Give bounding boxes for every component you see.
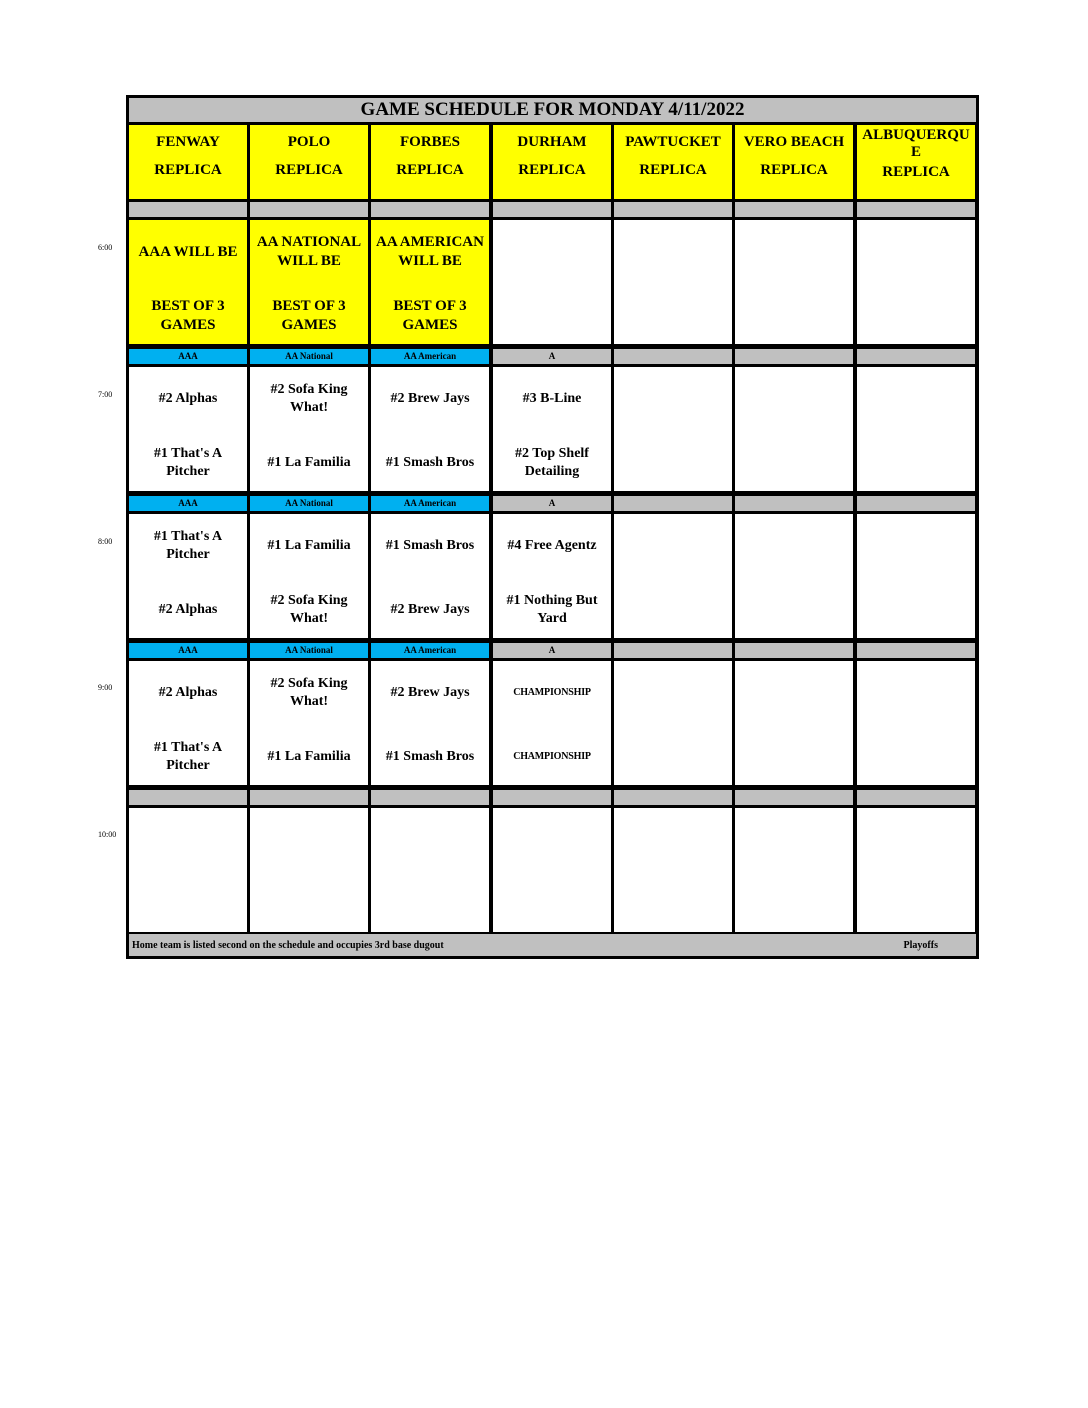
division-label [493,790,611,805]
time-label: 8:00 [98,537,113,546]
home-team [185,882,191,926]
schedule-table [126,95,979,959]
away-team: #1 That's A Pitcher [153,529,223,562]
field-name: ALBUQUERQU E [862,127,970,161]
home-team: #1 La Familia [267,749,351,765]
away-team [791,524,797,568]
away-team [549,818,555,862]
division-label [614,349,732,364]
game-slot [493,808,611,932]
game-slot [250,808,368,932]
away-team: #2 Brew Jays [390,391,470,407]
division-label: AA American [371,643,489,658]
game-slot [614,514,732,638]
game-slot [857,514,975,638]
home-team: #2 Top Shelf Detailing [515,446,589,479]
away-team: #4 Free Agentz [507,538,597,554]
away-team [670,524,676,568]
division-label [857,202,975,217]
away-team: #3 B-Line [522,391,582,407]
game-slot [250,220,368,344]
away-team [427,818,433,862]
time-label: 6:00 [98,243,113,252]
field-subtitle: REPLICA [760,162,828,179]
away-team: #2 Brew Jays [390,685,470,701]
away-team: #2 Alphas [158,685,218,701]
division-label [735,496,853,511]
game-slot [493,661,611,785]
away-team: AA NATIONAL WILL BE [256,234,362,269]
division-label [493,202,611,217]
field-header [614,125,732,199]
game-slot [371,808,489,932]
division-label [735,790,853,805]
away-team [306,818,312,862]
game-slot [735,808,853,932]
home-team [913,441,919,485]
field-header [735,125,853,199]
home-team [549,294,555,338]
game-slot [371,514,489,638]
game-slot [614,367,732,491]
division-label: AA National [250,496,368,511]
game-slot [735,367,853,491]
game-slot [735,661,853,785]
game-slot [493,514,611,638]
away-team [670,377,676,421]
home-team: #2 Alphas [158,602,218,618]
away-team [549,230,555,274]
away-team: CHAMPIONSHIP [513,686,591,698]
division-label: AA National [250,349,368,364]
field-header [857,125,975,199]
away-team: #2 Sofa King What! [270,382,348,415]
division-label: AAA [129,496,247,511]
game-slot [857,220,975,344]
time-label: 9:00 [98,683,113,692]
home-team [306,882,312,926]
away-team [913,671,919,715]
home-team [913,588,919,632]
away-team [791,377,797,421]
game-slot [735,220,853,344]
division-label: AA National [250,643,368,658]
home-team: BEST OF 3 GAMES [272,298,346,333]
game-slot [857,661,975,785]
away-team [913,818,919,862]
home-team [913,882,919,926]
home-team [670,882,676,926]
division-label [250,202,368,217]
home-team: #2 Sofa King What! [270,593,348,626]
game-slot [857,808,975,932]
schedule-footer [129,934,976,956]
game-slot [493,220,611,344]
away-team: AA AMERICAN WILL BE [376,234,484,269]
division-label: A [493,349,611,364]
home-team: #2 Brew Jays [390,602,470,618]
away-team [791,818,797,862]
game-slot [371,220,489,344]
away-team [791,671,797,715]
field-name: POLO [287,134,331,150]
division-label [371,202,489,217]
division-label: AAA [129,349,247,364]
game-slot [371,661,489,785]
game-slot [129,514,247,638]
division-label: AA American [371,496,489,511]
schedule-title: GAME SCHEDULE FOR MONDAY 4/11/2022 [129,98,976,122]
field-subtitle: REPLICA [396,162,464,179]
field-name: FORBES [399,134,460,150]
away-team: #2 Alphas [158,391,218,407]
home-team: #1 Nothing But Yard [506,593,598,626]
division-label: A [493,496,611,511]
home-team: #1 La Familia [267,455,351,471]
away-team: #1 La Familia [267,538,351,554]
division-label [614,496,732,511]
game-slot [371,367,489,491]
away-team [670,671,676,715]
home-team [670,735,676,779]
division-label [371,790,489,805]
division-label [250,790,368,805]
division-label: A [493,643,611,658]
division-label [857,790,975,805]
division-label: AA American [371,349,489,364]
home-team: #1 Smash Bros [385,749,475,765]
game-slot [735,514,853,638]
away-team [185,818,191,862]
home-team: BEST OF 3 GAMES [151,298,225,333]
game-slot [857,367,975,491]
division-label [129,202,247,217]
away-team [913,230,919,274]
home-team [427,882,433,926]
game-slot [614,808,732,932]
home-team [913,735,919,779]
time-label: 10:00 [98,830,117,839]
away-team: AAA WILL BE [138,243,238,260]
division-label [735,202,853,217]
field-name: FENWAY [156,134,220,150]
home-team: CHAMPIONSHIP [513,750,591,762]
game-slot [129,661,247,785]
field-name: PAWTUCKET [625,134,721,150]
playoffs-label: Playoffs [903,939,938,951]
home-team: #1 That's A Pitcher [153,740,223,773]
division-label: AAA [129,643,247,658]
home-team: #1 That's A Pitcher [153,446,223,479]
game-slot [250,514,368,638]
away-team [670,818,676,862]
home-team-note: Home team is listed second on the schedule and occupies 3rd base dugout [132,939,444,951]
game-slot [250,367,368,491]
field-header [129,125,247,199]
division-label [857,496,975,511]
game-slot [129,808,247,932]
home-team [670,441,676,485]
away-team [791,230,797,274]
field-subtitle: REPLICA [275,162,343,179]
home-team [791,882,797,926]
division-label [857,349,975,364]
field-header [493,125,611,199]
division-label [735,349,853,364]
field-name: DURHAM [517,134,587,150]
field-name: VERO BEACH [743,134,845,150]
field-subtitle: REPLICA [518,162,586,179]
field-header [250,125,368,199]
home-team [670,294,676,338]
home-team [913,294,919,338]
home-team [791,735,797,779]
home-team [791,294,797,338]
game-slot [493,367,611,491]
division-label [735,643,853,658]
away-team [913,524,919,568]
field-subtitle: REPLICA [154,162,222,179]
away-team [913,377,919,421]
away-team: #2 Sofa King What! [270,676,348,709]
division-label [857,643,975,658]
game-slot [129,220,247,344]
division-label [129,790,247,805]
home-team: #1 Smash Bros [385,455,475,471]
game-slot [614,661,732,785]
division-label [614,202,732,217]
home-team [670,588,676,632]
field-subtitle: REPLICA [882,163,950,180]
field-subtitle: REPLICA [639,162,707,179]
game-slot [129,367,247,491]
time-label: 7:00 [98,390,113,399]
away-team [670,230,676,274]
home-team [549,882,555,926]
game-slot [250,661,368,785]
division-label [614,643,732,658]
division-label [614,790,732,805]
game-slot [614,220,732,344]
away-team: #1 Smash Bros [385,538,475,554]
field-header [371,125,489,199]
home-team [791,588,797,632]
home-team [791,441,797,485]
home-team: BEST OF 3 GAMES [393,298,467,333]
